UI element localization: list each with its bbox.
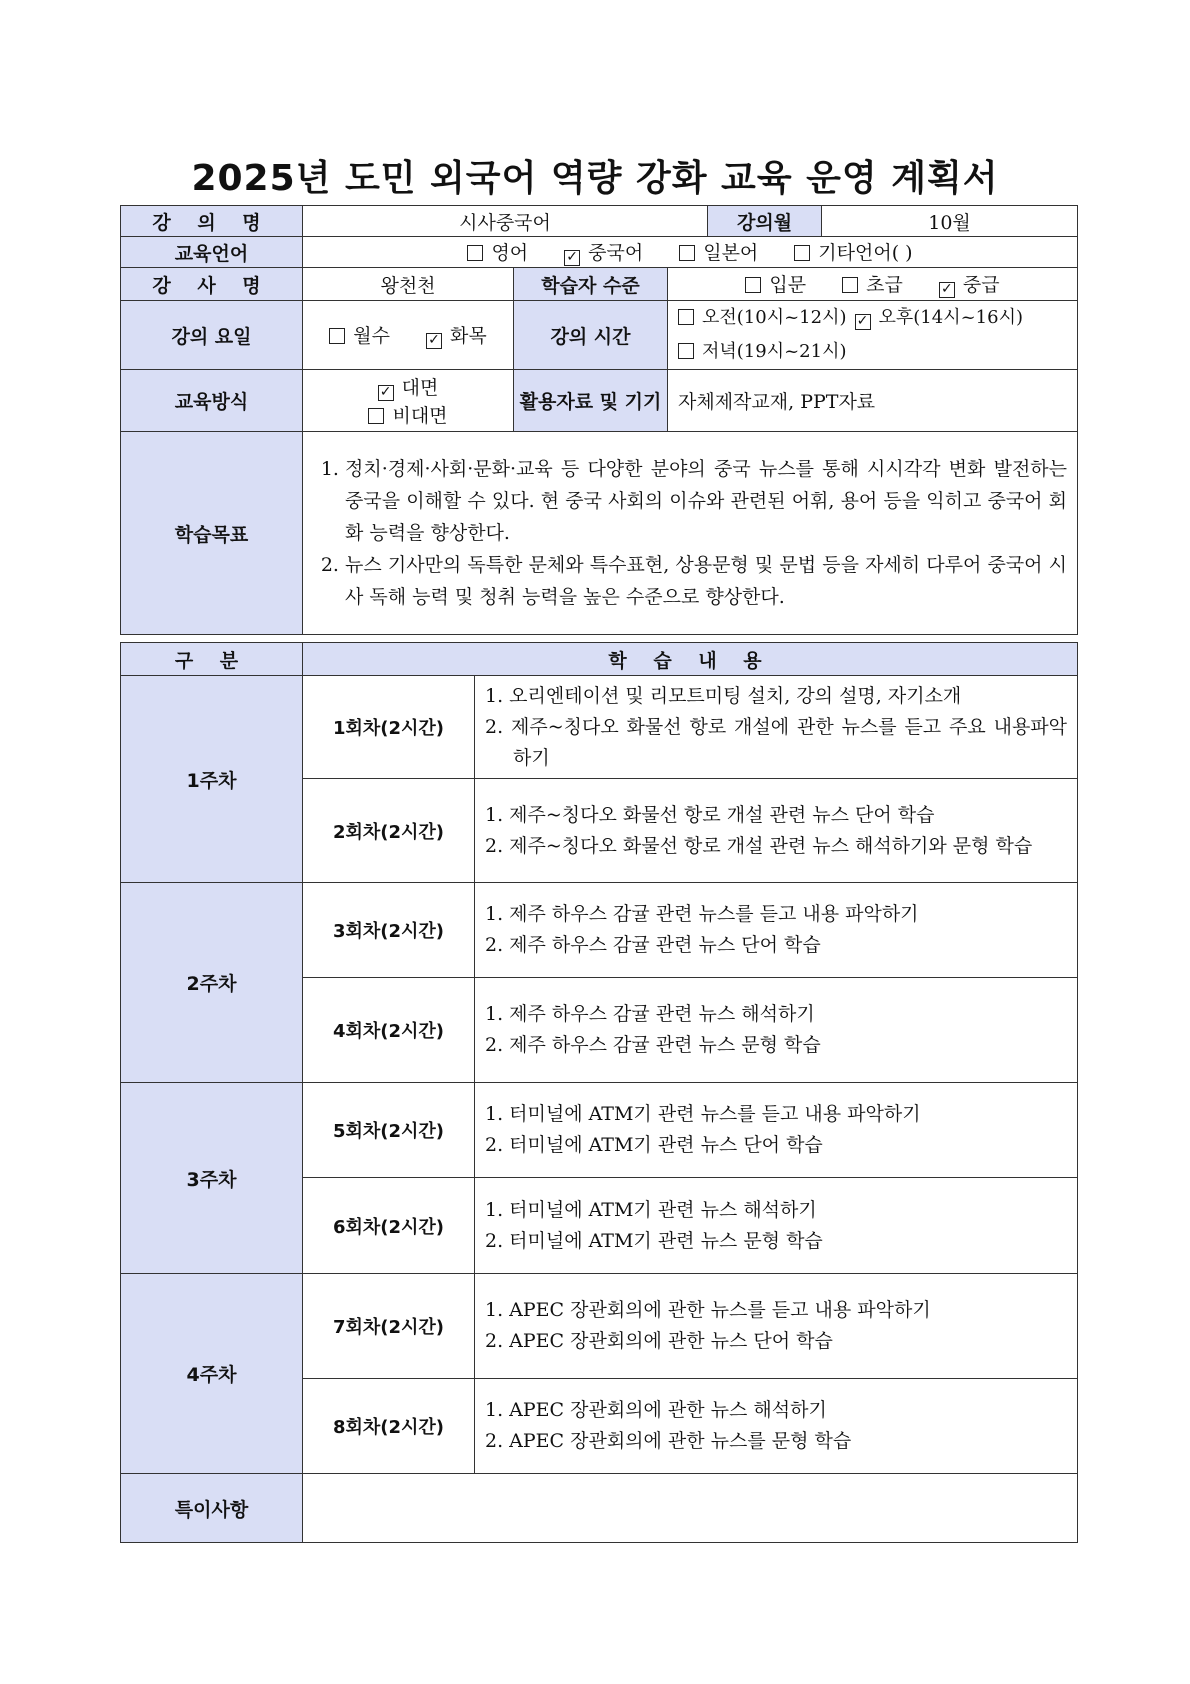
level-option	[745, 270, 806, 297]
session-label: 8회차(2시간)	[303, 1379, 475, 1474]
language-option	[564, 238, 643, 266]
course-name-value: 시사중국어	[303, 206, 708, 237]
session-label: 5회차(2시간)	[303, 1083, 475, 1178]
days-option-label: 월수	[353, 325, 390, 347]
method-option	[368, 401, 447, 428]
goals-list	[313, 453, 1067, 613]
goal-item: 1. 정치·경제·사회·문화·교육 등 다양한 분야의 중국 뉴스를 통해 시시각각 변화 발전하는 중국을 이해할 수 있다. 현 중국 사회의 이슈와 관련된 어휘, 용어 등을 익히고 중국어 회화 능력을 향상한다.	[345, 453, 1067, 549]
session-content	[475, 1083, 1078, 1178]
days-option-label: 화목	[450, 325, 487, 347]
checked-box-icon[interactable]: ✓	[426, 333, 442, 349]
session-content	[475, 676, 1078, 779]
level-options	[668, 268, 1078, 301]
content-item: 1. 터미널에 ATM기 관련 뉴스 해석하기	[485, 1198, 817, 1221]
session-content	[475, 978, 1078, 1083]
checkbox-icon[interactable]	[368, 408, 384, 424]
content-item: 2. 제주 하우스 감귤 관련 뉴스 문형 학습	[485, 1034, 821, 1056]
schedule-header-content: 학 습 내 용	[303, 643, 1078, 676]
schedule-table	[120, 642, 1078, 1543]
notes-value	[303, 1474, 1078, 1543]
language-option-label: 기타언어( )	[818, 242, 913, 264]
instructor-label: 강 사 명	[121, 268, 303, 301]
checkbox-icon[interactable]	[745, 277, 761, 293]
content-item: 2. APEC 장관회의에 관한 뉴스를 문형 학습	[485, 1430, 852, 1452]
method-options	[303, 370, 514, 432]
week-label: 4주차	[121, 1274, 303, 1474]
level-option-label: 중급	[962, 274, 1000, 296]
content-item: 1. APEC 장관회의에 관한 뉴스 해석하기	[485, 1399, 827, 1421]
course-name-label: 강 의 명	[121, 206, 303, 237]
week-label: 2주차	[121, 883, 303, 1083]
language-option-label: 일본어	[703, 242, 759, 264]
month-label: 강의월	[708, 206, 822, 237]
content-item: 2. 터미널에 ATM기 관련 뉴스 문형 학습	[485, 1229, 823, 1252]
level-option-label: 입문	[769, 274, 807, 296]
instructor-value: 왕천천	[303, 268, 514, 301]
checkbox-icon[interactable]	[679, 245, 695, 261]
session-content	[475, 1178, 1078, 1274]
content-item: 1. 오리엔테이션 및 리모트미팅 설치, 강의 설명, 자기소개	[485, 684, 962, 707]
language-option	[794, 238, 912, 265]
checkbox-icon[interactable]	[329, 328, 345, 344]
checkbox-icon[interactable]	[678, 343, 694, 359]
notes-label: 특이사항	[121, 1474, 303, 1543]
month-value: 10월	[822, 206, 1078, 237]
session-label: 4회차(2시간)	[303, 978, 475, 1083]
time-option-label: 오전(10시~12시)	[702, 307, 847, 328]
days-option	[329, 321, 390, 348]
week-label: 3주차	[121, 1083, 303, 1274]
time-option	[855, 301, 1024, 335]
page-title: 2025년 도민 외국어 역량 강화 교육 운영 계획서	[191, 158, 999, 199]
goal-item: 2. 뉴스 기사만의 독특한 문체와 특수표현, 상용문형 및 문법 등을 자세히 다루어 중국어 시사 독해 능력 및 청취 능력을 높은 수준으로 향상한다.	[345, 549, 1067, 613]
week-label: 1주차	[121, 676, 303, 883]
checkbox-icon[interactable]	[842, 277, 858, 293]
session-content	[475, 779, 1078, 883]
goals-cell	[303, 432, 1078, 635]
checked-box-icon[interactable]: ✓	[939, 282, 955, 298]
method-label: 교육방식	[121, 370, 303, 432]
language-option-label: 중국어	[588, 242, 644, 264]
days-option	[426, 321, 487, 349]
language-options	[303, 237, 1078, 268]
session-label: 1회차(2시간)	[303, 676, 475, 779]
materials-label: 활용자료 및 기기	[514, 370, 668, 432]
content-item: 1. 제주 하우스 감귤 관련 뉴스를 듣고 내용 파악하기	[485, 903, 919, 925]
materials-value: 자체제작교재, PPT자료	[668, 370, 1078, 432]
language-option	[467, 238, 528, 265]
time-options	[668, 301, 1078, 370]
session-content	[475, 1274, 1078, 1379]
session-content	[475, 1379, 1078, 1474]
level-option	[939, 270, 1000, 298]
method-option-label: 대면	[401, 377, 439, 399]
checked-box-icon[interactable]: ✓	[855, 314, 871, 330]
session-label: 2회차(2시간)	[303, 779, 475, 883]
checkbox-icon[interactable]	[678, 309, 694, 325]
language-label: 교육언어	[121, 237, 303, 268]
time-option	[678, 301, 847, 335]
time-option-label: 저녁(19시~21시)	[702, 341, 847, 362]
schedule-header-division: 구 분	[121, 643, 303, 676]
checked-box-icon[interactable]: ✓	[378, 385, 394, 401]
session-label: 6회차(2시간)	[303, 1178, 475, 1274]
session-content	[475, 883, 1078, 978]
language-option-label: 영어	[491, 242, 529, 264]
checkbox-icon[interactable]	[794, 245, 810, 261]
content-item: 2. 제주~칭다오 화물선 항로 개설 관련 뉴스 해석하기와 문형 학습	[485, 834, 1033, 857]
method-option	[378, 373, 439, 401]
time-label: 강의 시간	[514, 301, 668, 370]
session-label: 3회차(2시간)	[303, 883, 475, 978]
days-options	[303, 301, 514, 370]
content-item: 2. 제주 하우스 감귤 관련 뉴스 단어 학습	[485, 934, 821, 956]
language-option	[679, 238, 758, 265]
content-item: 2. APEC 장관회의에 관한 뉴스 단어 학습	[485, 1330, 833, 1352]
method-option-label: 비대면	[392, 405, 448, 427]
content-item: 1. 터미널에 ATM기 관련 뉴스를 듣고 내용 파악하기	[485, 1103, 921, 1125]
content-item: 1. APEC 장관회의에 관한 뉴스를 듣고 내용 파악하기	[485, 1299, 931, 1321]
checked-box-icon[interactable]: ✓	[564, 250, 580, 266]
goals-label: 학습목표	[121, 432, 303, 635]
content-item: 1. 제주~칭다오 화물선 항로 개설 관련 뉴스 단어 학습	[485, 803, 935, 826]
content-item: 1. 제주 하우스 감귤 관련 뉴스 해석하기	[485, 1003, 815, 1025]
level-label: 학습자 수준	[514, 268, 668, 301]
time-option-label: 오후(14시~16시)	[878, 307, 1023, 328]
checkbox-icon[interactable]	[467, 245, 483, 261]
time-option	[678, 335, 847, 369]
level-option	[842, 270, 903, 297]
session-label: 7회차(2시간)	[303, 1274, 475, 1379]
content-item: 2. 터미널에 ATM기 관련 뉴스 단어 학습	[485, 1134, 823, 1156]
days-label: 강의 요일	[121, 301, 303, 370]
level-option-label: 초급	[866, 274, 903, 296]
content-item: 2. 제주~칭다오 화물선 항로 개설에 관한 뉴스를 듣고 주요 내용파악 하기	[485, 715, 1068, 769]
info-table	[120, 205, 1078, 635]
